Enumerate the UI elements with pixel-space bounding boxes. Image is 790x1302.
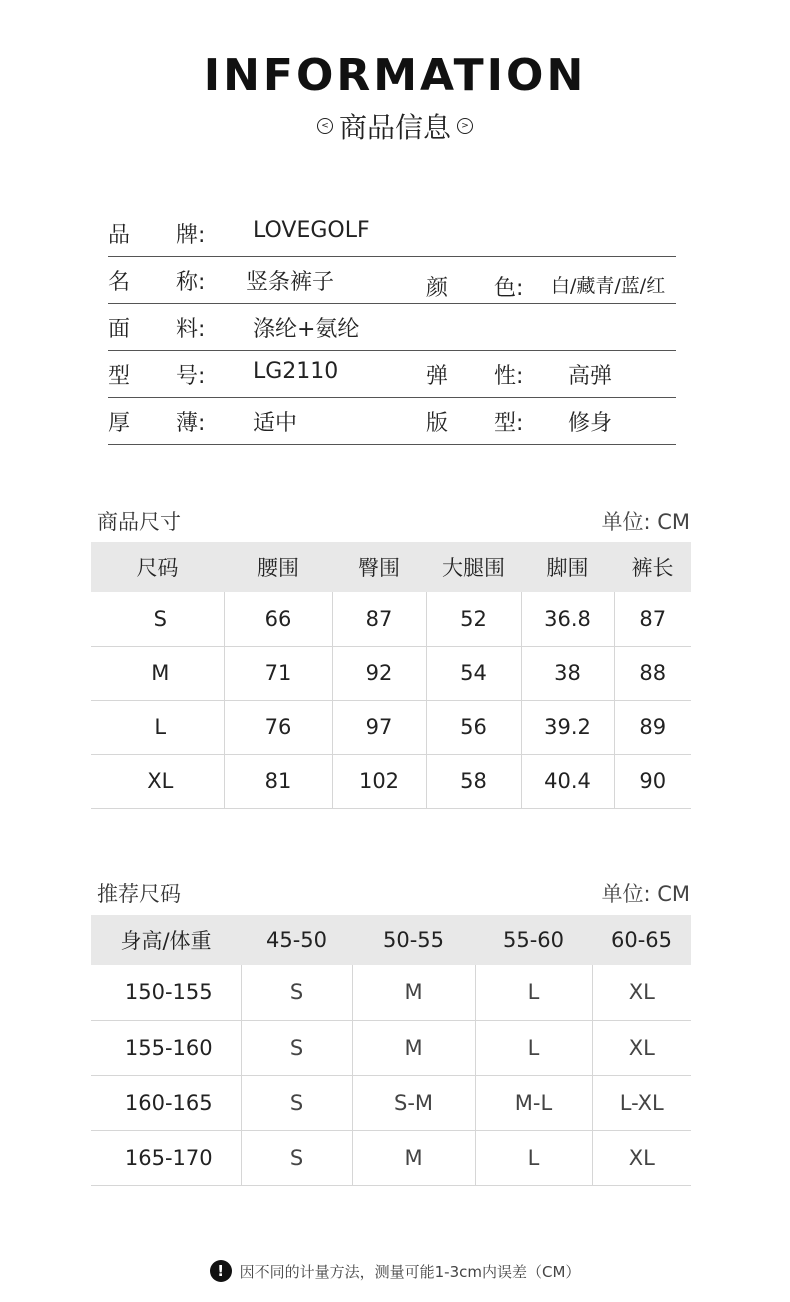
table-cell: S [241,1020,352,1075]
table-row [91,1075,691,1130]
table-cell: S-M [352,1075,475,1130]
table-cell: M [352,965,475,1020]
rec-section-header [97,878,690,908]
table-cell: 52 [426,592,521,646]
table-row [91,646,691,700]
info-value: 涤纶+氨纶 [253,317,360,342]
table-cell: 56 [426,700,521,754]
table-cell: M-L [475,1075,592,1130]
table-cell: L [475,1020,592,1075]
table-cell: 88 [614,646,691,700]
exclamation-icon: ! [210,1260,232,1282]
table-row [91,1020,691,1075]
table-cell: 102 [332,754,426,808]
table-cell: S [91,592,224,646]
table-cell: 36.8 [521,592,614,646]
table-cell: 40.4 [521,754,614,808]
info-label: 颜 [426,276,449,301]
table-cell: 39.2 [521,700,614,754]
info-row-brand [108,210,676,257]
table-cell: 165-170 [91,1130,241,1185]
info-label: 厚 [108,411,131,436]
table-cell: 89 [614,700,691,754]
table-cell: XL [592,965,691,1020]
info-row-name [108,257,676,304]
table-cell: L [475,965,592,1020]
info-label: 名 [108,270,131,295]
circle-left-arrow-icon: < [317,118,333,134]
table-cell: M [352,1130,475,1185]
size-section-unit: 单位: CM [601,510,690,534]
info-row-model [108,351,676,398]
product-info-table [108,210,676,445]
column-header: 脚围 [521,542,614,592]
page-title: INFORMATION [203,50,587,101]
circle-right-arrow-icon: > [457,118,473,134]
table-cell: 71 [224,646,332,700]
info-label: 型: [494,411,524,436]
table-cell: XL [592,1020,691,1075]
measurement-note [0,1258,790,1284]
info-value: 修身 [568,411,613,436]
rec-section-title: 推荐尺码 [97,882,181,906]
table-cell: 87 [332,592,426,646]
table-header-row [91,915,691,965]
table-cell: 81 [224,754,332,808]
info-label: 称: [176,270,206,295]
info-value: 白/藏青/蓝/红 [551,275,666,297]
size-section-header [97,506,690,536]
table-cell: L-XL [592,1075,691,1130]
table-cell: L [91,700,224,754]
column-header: 大腿围 [426,542,521,592]
note-text: 因不同的计量方法，测量可能1-3cm内误差（CM） [239,1262,581,1281]
page-subtitle-bar [0,108,790,144]
info-label: 料: [176,317,206,342]
table-cell: XL [91,754,224,808]
info-label: 号: [176,364,206,389]
table-cell: S [241,965,352,1020]
info-label: 品 [108,223,131,248]
table-cell: 58 [426,754,521,808]
info-value: LG2110 [253,359,339,384]
info-value: 高弹 [568,364,613,389]
info-label: 面 [108,317,131,342]
table-cell: M [91,646,224,700]
table-cell: S [241,1075,352,1130]
table-row [91,1130,691,1185]
rec-section-unit: 单位: CM [601,882,690,906]
table-row [91,754,691,808]
table-cell: M [352,1020,475,1075]
table-cell: 54 [426,646,521,700]
size-section-title: 商品尺寸 [97,510,181,534]
table-cell: 87 [614,592,691,646]
info-label: 牌: [176,223,206,248]
table-row [91,965,691,1020]
info-label: 型 [108,364,131,389]
table-header-row [91,542,691,592]
column-header: 55-60 [475,915,592,965]
info-label: 性: [494,364,524,389]
table-cell: 92 [332,646,426,700]
size-table [91,542,691,809]
info-value: 适中 [253,411,298,436]
page-subtitle: 商品信息 [338,111,451,144]
column-header: 臀围 [332,542,426,592]
column-header: 60-65 [592,915,691,965]
table-cell: XL [592,1130,691,1185]
table-row [91,592,691,646]
info-label: 色: [494,276,524,301]
info-label: 薄: [176,411,206,436]
table-cell: 160-165 [91,1075,241,1130]
info-row-fabric [108,304,676,351]
table-cell: 155-160 [91,1020,241,1075]
info-label: 版 [426,411,449,436]
table-cell: 150-155 [91,965,241,1020]
info-value: LOVEGOLF [253,218,370,243]
table-cell: 90 [614,754,691,808]
recommended-size-table [91,915,691,1186]
info-value: 竖条裤子 [246,270,335,295]
table-row [91,700,691,754]
table-cell: 97 [332,700,426,754]
table-cell: 38 [521,646,614,700]
table-cell: L [475,1130,592,1185]
table-cell: S [241,1130,352,1185]
column-header: 45-50 [241,915,352,965]
table-cell: 76 [224,700,332,754]
column-header: 尺码 [91,542,224,592]
column-header: 腰围 [224,542,332,592]
column-header: 身高/体重 [91,915,241,965]
info-row-thickness [108,398,676,445]
info-label: 弹 [426,364,449,389]
column-header: 裤长 [614,542,691,592]
table-cell: 66 [224,592,332,646]
column-header: 50-55 [352,915,475,965]
